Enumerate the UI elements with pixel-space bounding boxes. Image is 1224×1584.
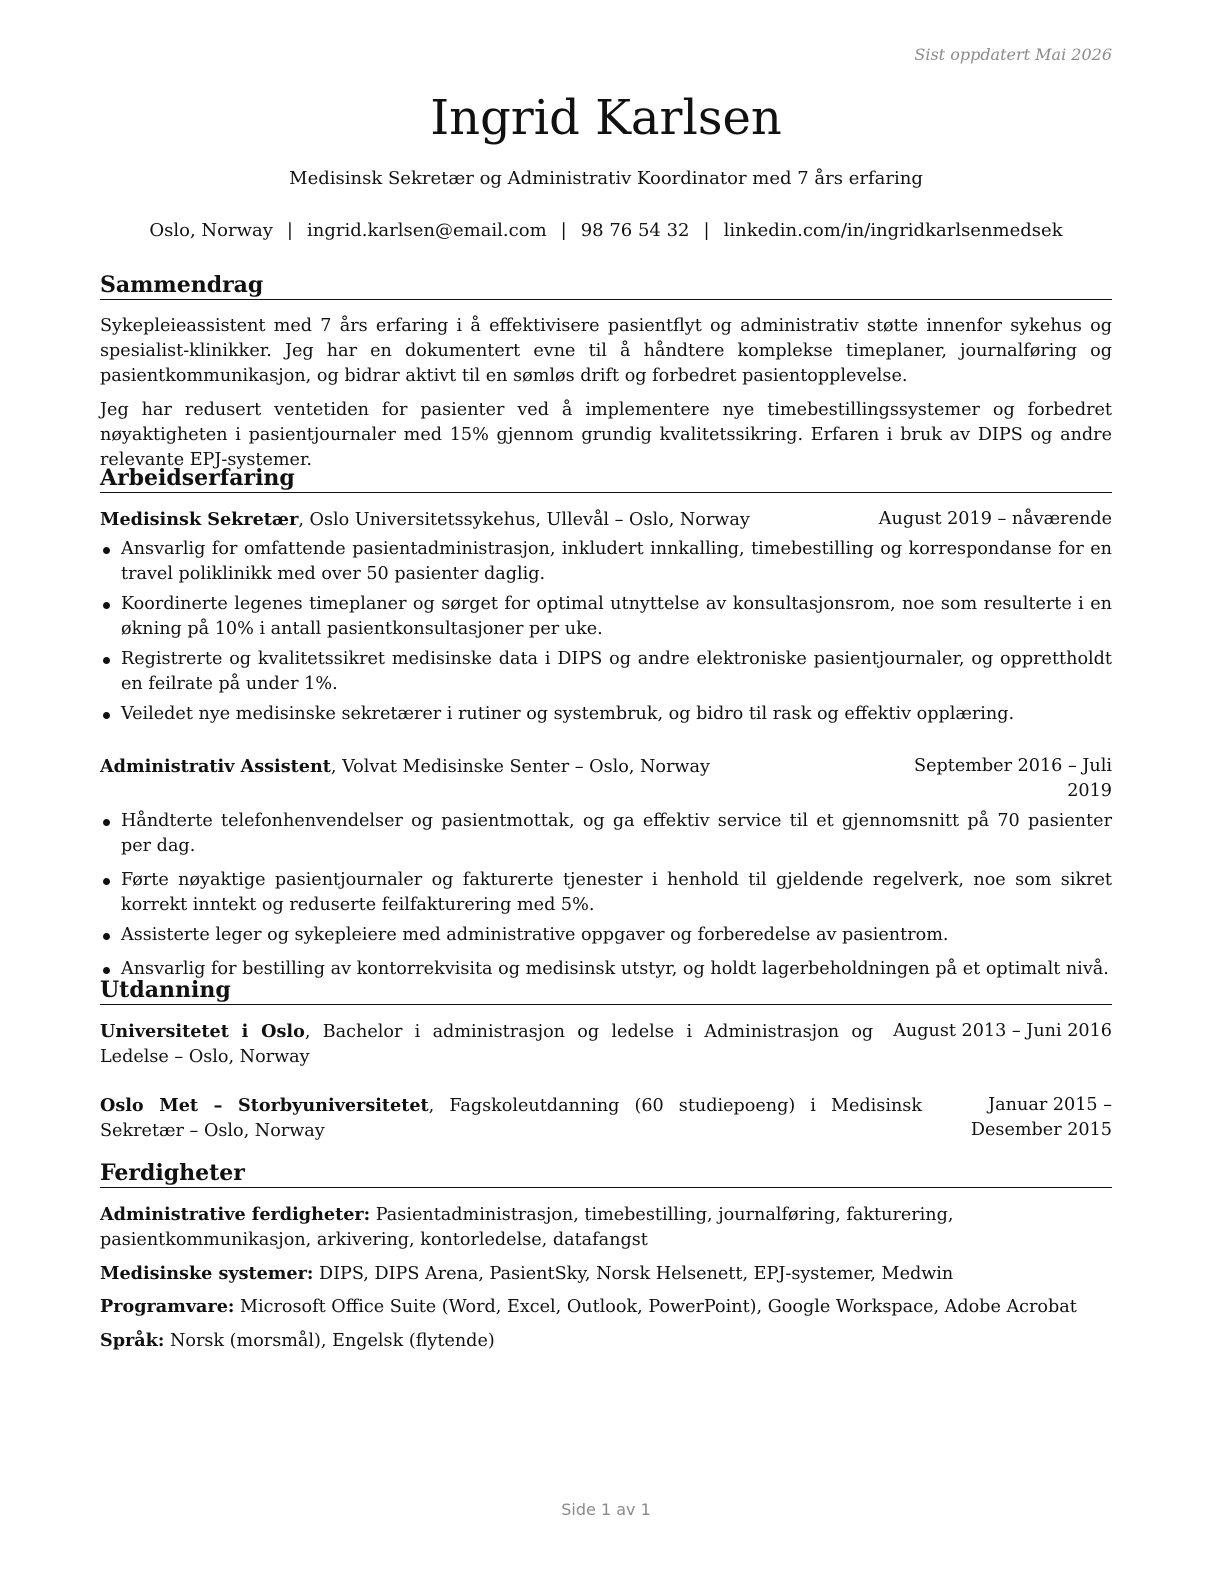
education-details: , Fagskoleutdanning (60 studiepoeng) i Medisinsk Sekretær – Oslo, Norway xyxy=(100,1096,922,1141)
contact-line xyxy=(100,219,1112,243)
page-number: Side 1 av 1 xyxy=(561,1500,651,1519)
contact-separator: | xyxy=(286,220,293,241)
summary-paragraph: Sykepleieassistent med 7 års erfaring i å effektivisere pasientflyt og administrativ støtte innenfor sykehus og spesialist-klinikker. Jeg har en dokumentert evne til å håndtere komplekse timeplaner, journalføring og pasientkommunikasjon, og bidrar aktivt til en sømløs drift og forbedret pasientopplevelse. xyxy=(100,316,1112,386)
skill-row xyxy=(100,1294,1112,1320)
summary-paragraph: Jeg har redusert ventetiden for pasienter ved å implementere nye timebestillingssystemer og forbedret nøyaktigheten i pasientjournaler med 15% gjennom grundig kvalitetssikring. Erfaren i bruk av DIPS og andre relevante EPJ-systemer. xyxy=(100,400,1112,470)
job-bullets xyxy=(100,537,1112,727)
section-title-summary: Sammendrag xyxy=(100,271,1112,300)
contact-location: Oslo, Norway xyxy=(149,220,273,241)
resume-page xyxy=(100,0,1112,1584)
section-title-experience: Arbeidserfaring xyxy=(100,464,1112,493)
job-dates: August 2019 – nåværende xyxy=(878,509,1112,529)
education-dates: August 2013 – Juni 2016 xyxy=(893,1021,1112,1041)
education-line xyxy=(100,1019,873,1070)
skill-row xyxy=(100,1328,1112,1354)
skill-value: Pasientadministrasjon, timebestilling, journalføring, fakturering, pasientkommunikasjon, arkivering, kontorledelse, datafangst xyxy=(100,1205,954,1250)
education-entry xyxy=(100,1093,1112,1144)
list-item: Assisterte leger og sykepleiere med administrative oppgaver og forberedelse av pasientrom. xyxy=(100,923,1112,948)
headline: Medisinsk Sekretær og Administrativ Koordinator med 7 års erfaring xyxy=(289,168,923,189)
skill-value: Norsk (morsmål), Engelsk (flytende) xyxy=(164,1331,495,1351)
education-line xyxy=(100,1093,922,1144)
last-updated: Sist oppdatert Mai 2026 xyxy=(914,45,1112,64)
list-item: Ansvarlig for bestilling av kontorrekvisita og medisinsk utstyr, og holdt lagerbeholdningen på et optimalt nivå. xyxy=(100,957,1112,982)
skill-row xyxy=(100,1202,1112,1253)
contact-email[interactable]: ingrid.karlsen@email.com xyxy=(307,220,547,241)
skill-value: DIPS, DIPS Arena, PasientSky, Norsk Helsenett, EPJ-systemer, Medwin xyxy=(313,1264,954,1284)
job-employer: , Volvat Medisinske Senter – Oslo, Norway xyxy=(330,757,710,777)
job-employer: , Oslo Universitetssykehus, Ullevål – Oslo, Norway xyxy=(298,510,750,530)
skill-label: Administrative ferdigheter: xyxy=(100,1204,371,1225)
education-school: Oslo Met – Storbyuniversitetet xyxy=(100,1095,429,1116)
contact-linkedin[interactable]: linkedin.com/in/ingridkarlsenmedsek xyxy=(723,220,1063,241)
education-details: , Bachelor i administrasjon og ledelse i Administrasjon og Ledelse – Oslo, Norway xyxy=(100,1022,874,1067)
section-title-education: Utdanning xyxy=(100,976,1112,1005)
list-item: Veiledet nye medisinske sekretærer i rutiner og systembruk, og bidro til rask og effektiv opplæring. xyxy=(100,702,1112,727)
job-header xyxy=(100,507,1112,533)
list-item: Koordinerte legenes timeplaner og sørget for optimal utnyttelse av konsultasjonsrom, noe som resulterte i en økning på 10% i antall pasientkonsultasjoner per uke. xyxy=(100,592,1112,642)
education-entry xyxy=(100,1019,1112,1070)
list-item: Registrerte og kvalitetssikret medisinske data i DIPS og andre elektroniske pasientjournaler, og opprettholdt en feilrate på under 1%. xyxy=(100,647,1112,697)
skill-label: Språk: xyxy=(100,1330,165,1351)
job-role: Administrativ Assistent xyxy=(100,756,331,777)
job-header xyxy=(100,754,1112,804)
contact-separator: | xyxy=(703,220,710,241)
skill-row xyxy=(100,1261,1112,1287)
candidate-name: Ingrid Karlsen xyxy=(430,90,782,146)
contact-phone: 98 76 54 32 xyxy=(580,220,690,241)
job-title-line xyxy=(100,754,852,780)
contact-separator: | xyxy=(560,220,567,241)
education-school: Universitetet i Oslo xyxy=(100,1021,305,1042)
list-item: Ansvarlig for omfattende pasientadministrasjon, inkludert innkalling, timebestilling og korrespondanse for en travel poliklinikk med over 50 pasienter daglig. xyxy=(100,537,1112,587)
job-bullets xyxy=(100,809,1112,982)
education-dates: Januar 2015 – Desember 2015 xyxy=(970,1095,1112,1140)
list-item: Håndterte telefonhenvendelser og pasientmottak, og ga effektiv service til et gjennomsnitt på 70 pasienter per dag. xyxy=(100,809,1112,859)
job-title-line xyxy=(100,507,859,533)
section-title-skills: Ferdigheter xyxy=(100,1159,1112,1188)
skill-value: Microsoft Office Suite (Word, Excel, Outlook, PowerPoint), Google Workspace, Adobe Acrobat xyxy=(234,1297,1077,1317)
skill-label: Programvare: xyxy=(100,1296,235,1317)
skill-label: Medisinske systemer: xyxy=(100,1263,314,1284)
job-role: Medisinsk Sekretær xyxy=(100,509,299,530)
list-item: Førte nøyaktige pasientjournaler og fakturerte tjenester i henhold til gjeldende regelverk, noe som sikret korrekt inntekt og reduserte feilfakturering med 5%. xyxy=(100,868,1112,918)
job-dates: September 2016 – Juli 2019 xyxy=(914,756,1112,801)
